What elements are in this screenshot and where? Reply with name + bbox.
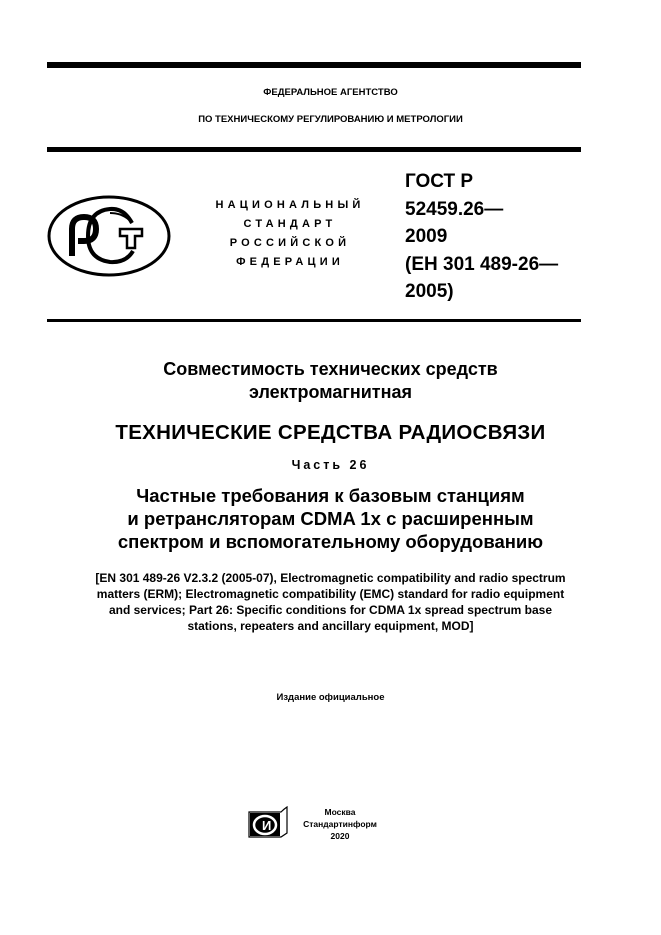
english-title-line: [EN 301 489-26 V2.3.2 (2005-07), Electromagnetic compatibility and radio spectrum bbox=[95, 571, 566, 585]
edition-label: Издание официальное bbox=[276, 692, 385, 703]
designation-line: ГОСТ Р bbox=[405, 171, 474, 192]
english-title-line: stations, repeaters and ancillary equipment, MOD] bbox=[187, 619, 474, 633]
standard-designation bbox=[405, 168, 605, 306]
english-title bbox=[40, 570, 621, 634]
header-bottom-rule bbox=[47, 147, 581, 152]
title-general bbox=[0, 358, 661, 404]
title-main: ТЕХНИЧЕСКИЕ СРЕДСТВА РАДИОСВЯЗИ bbox=[115, 421, 546, 444]
svg-text:И: И bbox=[262, 818, 272, 833]
publisher-name: Стандартинформ bbox=[303, 819, 377, 829]
title-line: электромагнитная bbox=[248, 382, 412, 402]
title-line: Совместимость технических средств bbox=[163, 359, 498, 379]
agency-line-1: ФЕДЕРАЛЬНОЕ АГЕНТСТВО bbox=[263, 87, 398, 98]
english-title-line: and services; Part 26: Specific conditions for CDMA 1x spread spectrum base bbox=[108, 603, 553, 617]
national-standard-label bbox=[200, 196, 380, 272]
standartinform-logo-icon bbox=[248, 806, 288, 838]
subtitle-line: и ретрансляторам CDMA 1x с расширенным bbox=[127, 508, 534, 529]
designation-line: 52459.26— bbox=[405, 198, 504, 220]
top-rule bbox=[47, 62, 581, 68]
subtitle-line: спектром и вспомогательному оборудованию bbox=[117, 531, 544, 552]
english-title-line: matters (ERM); Electromagnetic compatibility (EMC) standard for radio equipment bbox=[96, 587, 565, 601]
designation-line: (ЕН 301 489-26— bbox=[405, 253, 559, 275]
publisher-year: 2020 bbox=[330, 831, 350, 841]
national-standard-line: СТАНДАРТ bbox=[243, 218, 337, 230]
subtitle-line: Частные требования к базовым станциям bbox=[136, 485, 525, 506]
publisher-info bbox=[290, 806, 390, 842]
part-number: Часть 26 bbox=[291, 458, 370, 472]
title-subtitle bbox=[0, 484, 661, 553]
block-bottom-rule bbox=[47, 319, 581, 322]
agency-line-2: ПО ТЕХНИЧЕСКОМУ РЕГУЛИРОВАНИЮ И МЕТРОЛОГИИ bbox=[198, 114, 463, 125]
designation-line: 2005) bbox=[405, 281, 454, 302]
publisher-city: Москва bbox=[324, 807, 356, 817]
designation-line: 2009 bbox=[405, 226, 448, 247]
national-standard-line: ФЕДЕРАЦИИ bbox=[236, 256, 344, 268]
national-standard-line: НАЦИОНАЛЬНЫЙ bbox=[215, 199, 365, 211]
gost-r-logo-icon bbox=[46, 193, 172, 279]
national-standard-line: РОССИЙСКОЙ bbox=[229, 237, 351, 249]
